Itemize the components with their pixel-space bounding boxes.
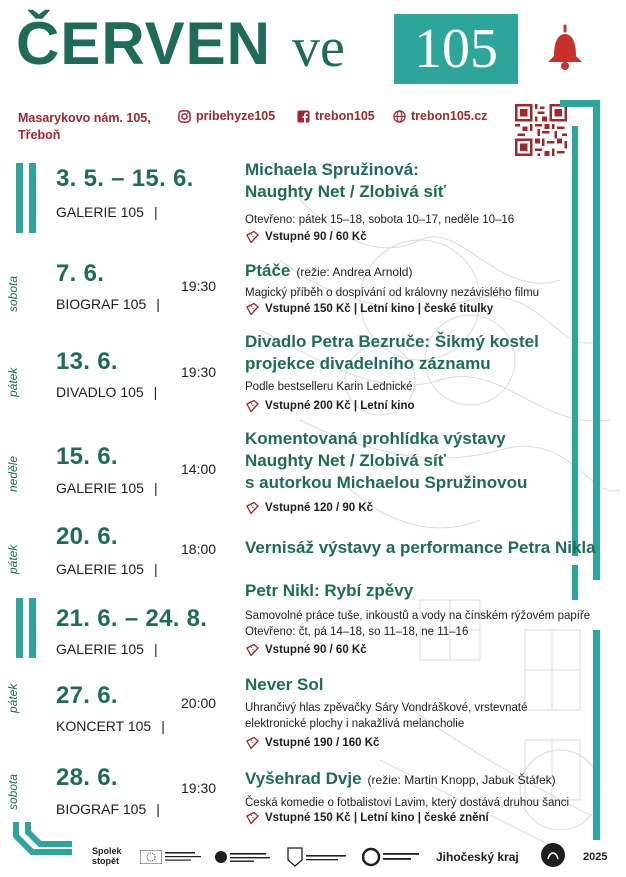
ministry-culture-logo	[362, 846, 426, 868]
event-venue-label: BIOGRAF 105	[56, 296, 147, 312]
qr-code-icon[interactable]	[515, 104, 567, 156]
spolek-logo-line: stopět	[92, 856, 119, 866]
event-date: 15. 6.	[56, 443, 118, 470]
event-date: 13. 6.	[56, 348, 118, 375]
event-title	[245, 331, 539, 375]
event-subtitle: (režie: Martin Knopp, Jabuk Štáfek)	[367, 773, 556, 787]
event-title-line: projekce divadelního záznamu	[245, 354, 491, 373]
event-title-line: Vyšehrad Dvje	[245, 769, 362, 788]
event-venue-label: GALERIE 105	[56, 204, 144, 220]
ticket-icon	[245, 502, 259, 514]
event-title-line: Naughty Net / Zlobivá síť	[245, 451, 446, 470]
event-date: 3. 5. – 15. 6.	[56, 165, 194, 192]
event-venue: GALERIE 105 |	[56, 480, 158, 496]
website-link[interactable]	[393, 109, 487, 123]
event-time: 14:00	[181, 461, 217, 477]
accent-line-short	[572, 565, 578, 600]
event-title	[245, 260, 412, 283]
event-title-line: Divadlo Petra Bezruče: Šikmý kostel	[245, 332, 539, 351]
state-culture-fund-logo	[286, 846, 350, 868]
globe-icon	[393, 110, 406, 123]
event-ticket-price: Vstupné 150 Kč | Letní kino | české titulky	[265, 303, 494, 315]
event-accent-bar-1	[16, 163, 38, 233]
event-title	[245, 674, 323, 696]
bell-icon	[540, 22, 590, 72]
instagram-icon	[178, 110, 191, 123]
event-ticket-price: Vstupné 190 / 160 Kč	[265, 737, 380, 749]
event-venue-label: BIOGRAF 105	[56, 801, 147, 817]
event-venue-label: KONCERT 105	[56, 718, 152, 734]
event-weekday: pátek	[6, 683, 20, 713]
event-venue: BIOGRAF 105 |	[56, 296, 160, 312]
event-description-line: Otevřeno: čt, pá 14–18, so 11–18, ne 11–16	[245, 626, 469, 638]
event-ticket	[245, 400, 415, 412]
ticket-icon	[245, 400, 259, 412]
event-title	[245, 159, 446, 203]
venue-number-box	[394, 14, 518, 84]
event-title-line: Naughty Net / Zlobivá síť	[245, 182, 446, 201]
event-title-line: Komentovaná prohlídka výstavy	[245, 429, 506, 448]
event-title-line: Petr Nikl: Rybí zpěvy	[245, 581, 414, 600]
event-ticket	[245, 502, 373, 514]
facebook-icon	[297, 110, 310, 123]
spolek-logo	[92, 846, 122, 866]
event-weekday: sobota	[6, 773, 20, 810]
event-ticket-price: Vstupné 90 / 60 Kč	[265, 231, 367, 243]
title-ve: ve	[292, 17, 345, 79]
spolek-logo-line: Spolek	[92, 846, 122, 856]
instagram-handle: pribehyze105	[196, 109, 276, 123]
event-time: 19:30	[181, 364, 217, 380]
event-subtitle: (režie: Andrea Arnold)	[296, 265, 413, 279]
event-venue-label: GALERIE 105	[56, 480, 144, 496]
event-title-line: Michaela Spružinová:	[245, 160, 419, 179]
event-ticket	[245, 303, 493, 315]
accent-line-bottom	[593, 630, 600, 840]
event-title	[245, 428, 527, 494]
event-description	[245, 700, 528, 732]
month-title: ČERVEN	[16, 10, 271, 77]
event-title-line: Vernisáž výstavy a performance Petra Nikla	[245, 538, 596, 557]
ministry-regional-logo	[214, 850, 274, 864]
facebook-handle: trebon105	[315, 109, 375, 123]
event-description: Otevřeno: pátek 15–18, sobota 10–17, neděle 10–16	[245, 214, 515, 226]
event-description	[245, 608, 590, 640]
event-ticket	[245, 812, 489, 824]
venue-address	[18, 110, 151, 144]
event-date: 7. 6.	[56, 260, 105, 287]
event-venue-label: GALERIE 105	[56, 641, 144, 657]
event-weekday: pátek	[6, 367, 20, 397]
funding-text-logo	[165, 850, 205, 864]
address-line-1: Masarykovo nám. 105,	[18, 111, 151, 125]
event-weekday: neděle	[6, 455, 20, 492]
event-time: 19:30	[181, 278, 217, 294]
event-title	[245, 580, 413, 602]
event-title-line: Never Sol	[245, 675, 324, 694]
event-ticket	[245, 737, 379, 749]
event-description-line: elektronické plochy i nakažlivá melancholie	[245, 718, 465, 730]
event-description: Podle bestselleru Karin Lednické	[245, 381, 413, 393]
ticket-icon	[245, 231, 259, 243]
event-ticket-price: Vstupné 200 Kč | Letní kino	[265, 400, 415, 412]
event-title-line: s autorkou Michaelou Spružinovou	[245, 473, 528, 492]
event-description: Magický příběh o dospívání od královny nezávislého filmu	[245, 287, 540, 299]
event-weekday: pátek	[6, 544, 20, 574]
accent-line-right	[593, 100, 600, 580]
instagram-link[interactable]	[178, 109, 275, 123]
event-ticket-price: Vstupné 150 Kč | Letní kino | české znění	[265, 812, 489, 824]
accent-line-right-inner	[572, 126, 578, 556]
venue-seal-icon	[540, 842, 566, 868]
ticket-icon	[245, 812, 259, 824]
jihocesky-kraj-logo: Jihočeský kraj	[436, 850, 519, 864]
event-venue: BIOGRAF 105 |	[56, 801, 160, 817]
event-venue-label: GALERIE 105	[56, 561, 144, 577]
event-time: 18:00	[181, 541, 217, 557]
accent-corner-lines	[12, 822, 72, 868]
event-title	[245, 768, 556, 791]
event-venue: KONCERT 105 |	[56, 718, 165, 734]
event-venue: DIVADLO 105 |	[56, 384, 158, 400]
event-date: 27. 6.	[56, 682, 118, 709]
event-ticket	[245, 644, 367, 656]
event-date: 20. 6.	[56, 523, 118, 550]
event-weekday: sobota	[6, 275, 20, 312]
ticket-icon	[245, 737, 259, 749]
ticket-icon	[245, 644, 259, 656]
event-accent-bar-6	[16, 598, 38, 658]
event-venue-label: DIVADLO 105	[56, 384, 144, 400]
ticket-icon	[245, 303, 259, 315]
event-venue: GALERIE 105 |	[56, 204, 158, 220]
event-title-line: Ptáče	[245, 261, 291, 280]
event-venue: GALERIE 105 |	[56, 641, 158, 657]
event-description-line: Uhrančivý hlas zpěvačky Sáry Vondráškové, vrstevnaté	[245, 702, 528, 714]
event-ticket-price: Vstupné 120 / 90 Kč	[265, 502, 374, 514]
venue-number: 105	[414, 18, 498, 80]
year-label: 2025	[583, 851, 608, 863]
event-date: 21. 6. – 24. 8.	[56, 605, 208, 632]
event-time: 20:00	[181, 695, 217, 711]
event-time: 19:30	[181, 780, 217, 796]
event-ticket	[245, 231, 367, 243]
address-line-2: Třeboň	[18, 128, 61, 142]
event-ticket-price: Vstupné 90 / 60 Kč	[265, 644, 367, 656]
website-url: trebon105.cz	[411, 109, 488, 123]
eu-flag-icon	[140, 850, 162, 864]
event-description-line: Samovolné práce tuše, inkoustů a vody na čínském rýžovém papíře	[245, 610, 591, 622]
facebook-link[interactable]	[297, 109, 375, 123]
event-date: 28. 6.	[56, 764, 118, 791]
event-venue: GALERIE 105 |	[56, 561, 158, 577]
event-title	[245, 537, 596, 559]
event-description: Česká komedie o fotbalistovi Lavim, který dostává druhou šanci	[245, 797, 570, 809]
